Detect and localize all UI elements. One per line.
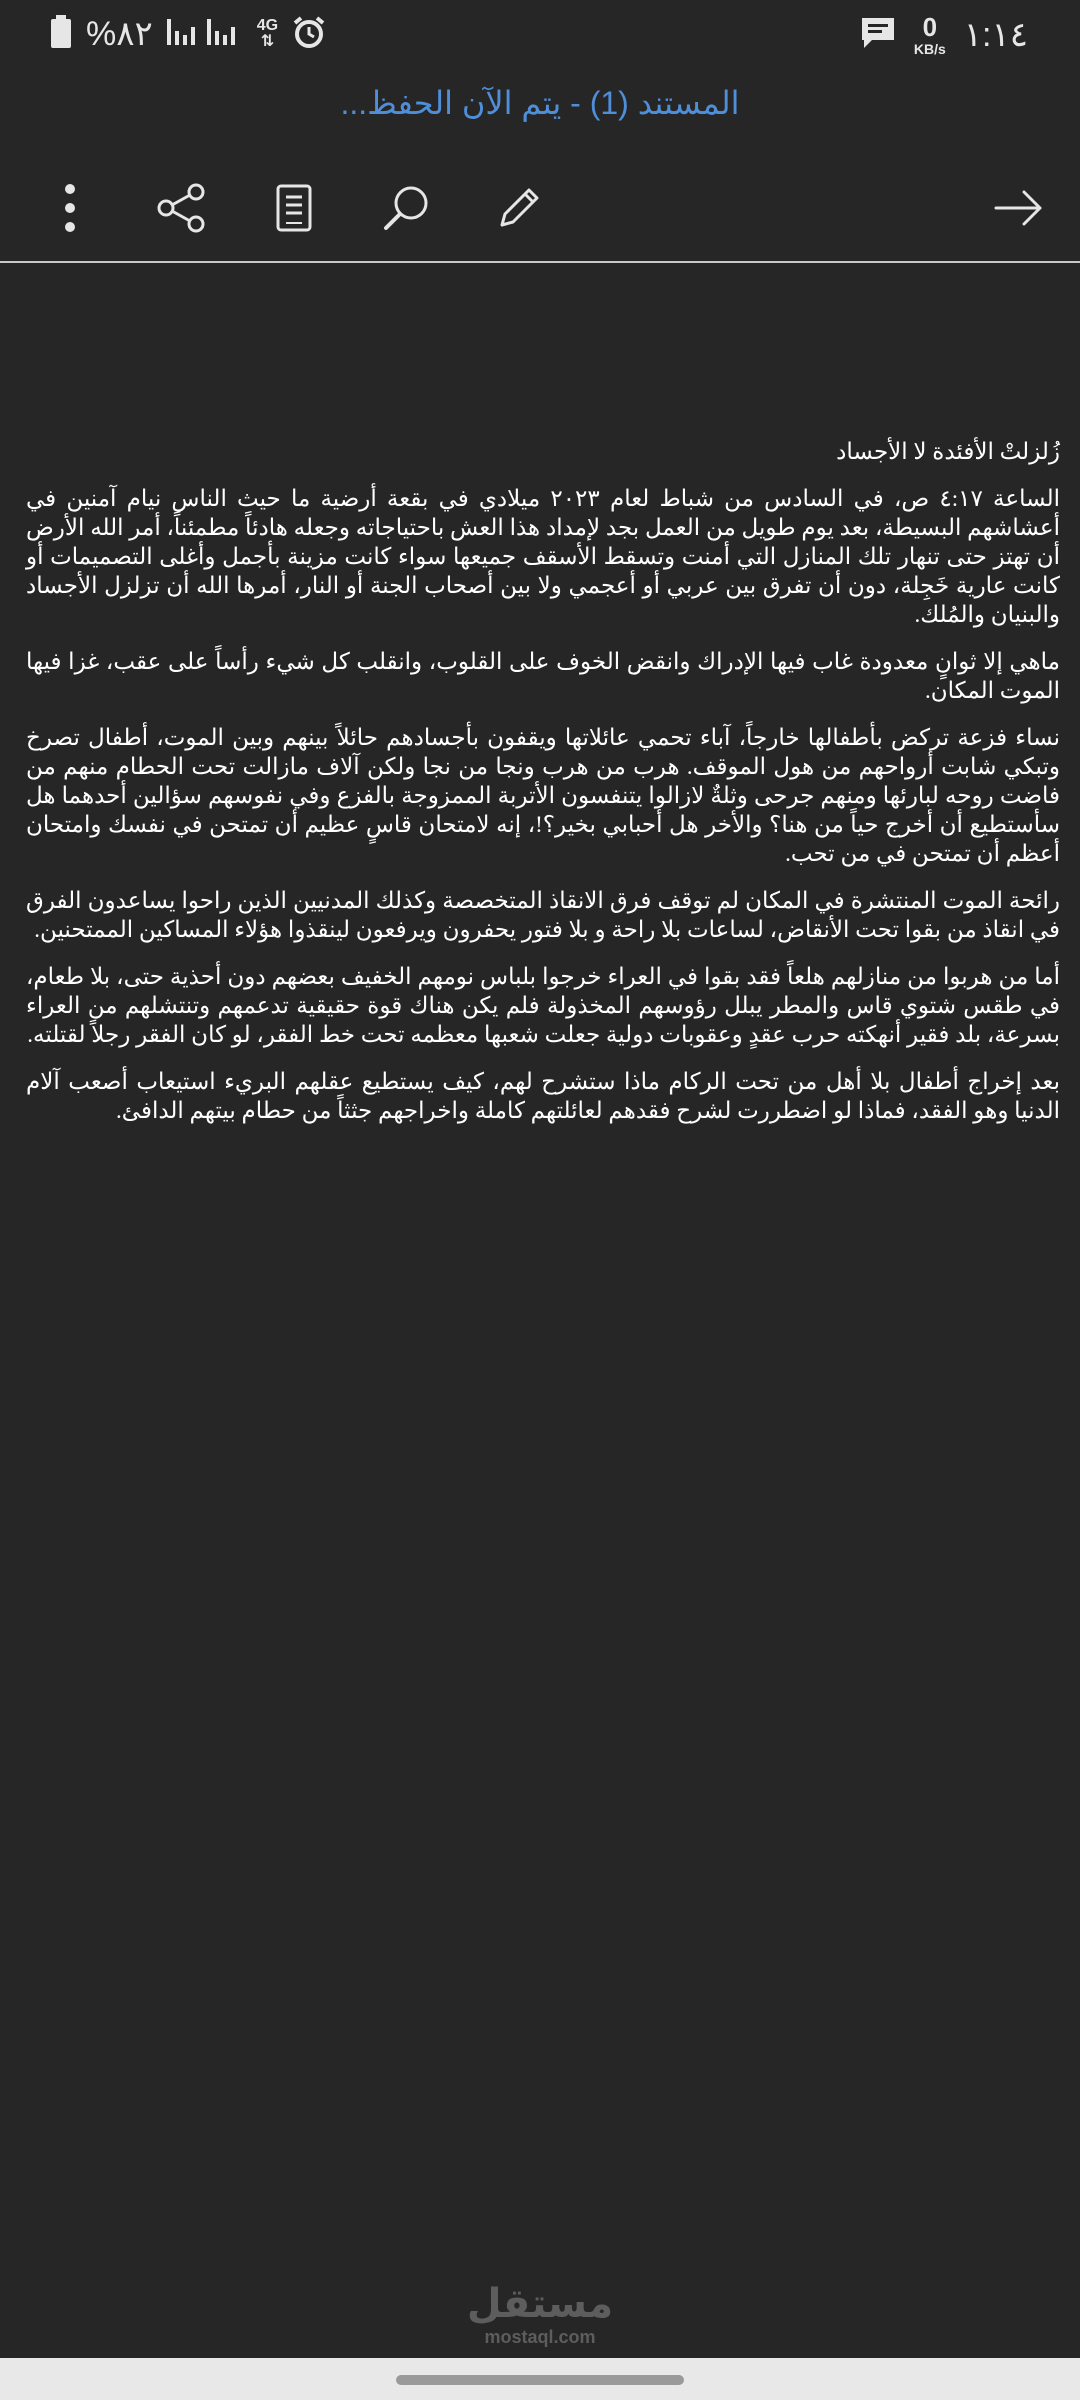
document-heading: زُلزلتْ الأفئدة لا الأجساد	[836, 439, 1060, 464]
signal-icon	[167, 17, 243, 52]
watermark	[0, 2282, 1080, 2348]
watermark-url: mostaql.com	[484, 2327, 596, 2347]
network-speed	[914, 14, 946, 56]
search-icon	[381, 183, 431, 238]
toolbar-divider	[0, 261, 1080, 263]
battery-icon	[50, 15, 72, 54]
clock: ١:١٤	[963, 16, 1028, 54]
paragraph: بعد إخراج أطفال بلا أهل من تحت الركام ماذا ستشرح لهم، كيف يستطيع عقلهم البريء استيعاب أصعب آلام الدنيا وهو الفقد، فماذا لو اضطررت لشرح فقدهم لعائلتهم كاملة واخراجهم جثثاً من حطام بيتهم الدافئ.	[26, 1069, 1060, 1123]
alarm-icon	[292, 15, 326, 54]
message-icon	[860, 16, 896, 55]
paragraph: ماهي إلا ثوانٍ معدودة غاب فيها الإدراك وانقض الخوف على القلوب، وانقلب كل شيء رأساً على عقب، غزا فيها الموت المكان.	[26, 649, 1060, 703]
paragraph: نساء فزعة تركض بأطفالها خارجاً، آباء تحمي عائلاتها ويقفون بأجسادهم حائلاً بينهم وبين الموت، أطفال تصرخ وتبكي شابت أرواحهم من هول الموقف. هرب من هرب ونجا من نجا ولكن آلاف مازالت تحت الحطام منهم من فاضت روحه لبارئها ومنهم جرحى وثلةٌ لازالوا يتنفسون الأتربة الممزوجة بالفزع وفي نفوسهم سؤالين أحدهما هل سأستطيع أن أخرج حياً من هنا؟ والأخر هل أحبابي بخير؟!، إنه لامتحان قاسٍ عظيم أن تمتحن في نفسك وامتحان أعظم أن تمتحن في من تحب.	[26, 725, 1060, 866]
share-button[interactable]	[141, 170, 221, 250]
edit-icon	[494, 183, 544, 238]
network-speed-value: 0	[922, 12, 938, 42]
search-button[interactable]	[366, 170, 446, 250]
status-right-group	[860, 14, 1028, 56]
battery-percent: %٨٢	[86, 15, 153, 53]
network-type-indicator	[257, 18, 278, 50]
edit-button[interactable]	[479, 170, 559, 250]
more-options-button[interactable]	[30, 170, 110, 250]
data-arrows-icon: ⇅	[260, 33, 275, 50]
network-speed-unit: KB/s	[913, 41, 946, 57]
navigation-bar	[0, 2358, 1080, 2400]
gesture-handle[interactable]	[396, 2375, 684, 2385]
toolbar	[0, 160, 1080, 260]
document-title: المستند (1) - يتم الآن الحفظ...	[340, 85, 740, 121]
reading-mode-icon	[275, 183, 313, 238]
network-type-label: 4G	[256, 17, 279, 34]
status-bar	[0, 0, 1080, 76]
document-body[interactable]	[26, 437, 1060, 1143]
paragraph: أما من هربوا من منازلهم هلعاً فقد بقوا في العراء خرجوا بلباس نومهم الخفيف بعضهم دون أحذية حتى، بلا طعام، في طقس شتوي قاس والمطر يبلل رؤوسهم المخذولة فلم يكن هناك قوة حقيقية تدعمهم وتنتشلهم من العراء بسرعة، بلد فقير أنهكته حرب عقدٍ وعقوبات دولية جعلت شعبها معظمه تحت خط الفقر، لو كان الفقر رجلاً لقتلته.	[26, 964, 1060, 1047]
share-icon	[156, 183, 206, 238]
more-icon	[64, 183, 76, 238]
paragraph: الساعة ٤:١٧ ص، في السادس من شباط لعام ٢٠٢٣ ميلادي في بقعة أرضية ما حيث الناس نيام آمنين في أعشاشهم البسيطة، بعد يوم طويل من العمل بجد لإمداد هذا العش باحتياجاته وجعله هادئاً مطمئناً، أمر الله الأرض أن تهتز حتى تنهار تلك المنازل التي أمنت وتسقط الأسقف جميعها سواء كانت مزينة بأجمل وأغلى التصميمات أو كانت عارية خَجِلة، دون أن تفرق بين عربي أو أعجمي ولا بين أصحاب الجنة أو النار، أمرها الله أن تزلزل الأجساد والبنيان والمُلك.	[26, 486, 1060, 627]
paragraph: رائحة الموت المنتشرة في المكان لم توقف فرق الانقاذ المتخصصة وكذلك المدنيين الذين راحوا يساعدون الفرق في انقاذ من بقوا تحت الأنقاض، لساعات بلا راحة و بلا فتور يحفرون ويرفعون لينقذوا هؤلاء المساكين الممتحنين.	[26, 888, 1060, 942]
status-left-group	[50, 14, 326, 54]
back-arrow-icon	[994, 188, 1044, 233]
watermark-logo: مستقل	[466, 2282, 614, 2326]
back-button[interactable]	[979, 170, 1059, 250]
reading-mode-button[interactable]	[254, 170, 334, 250]
